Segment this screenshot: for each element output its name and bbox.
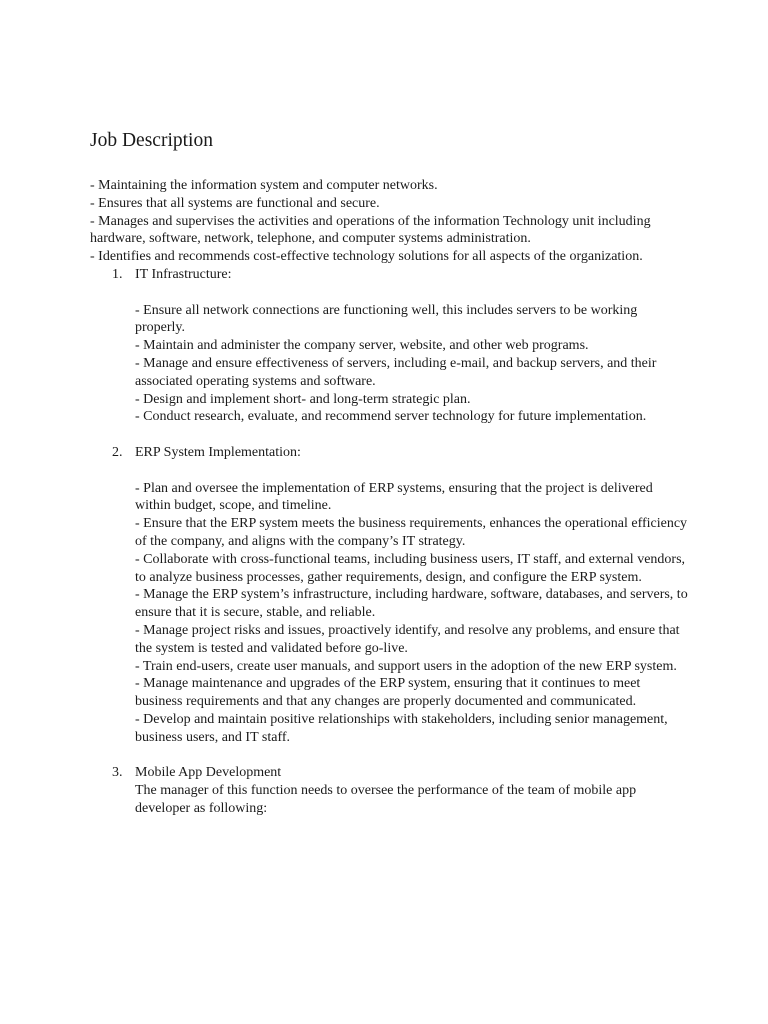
list-item-mobile-app xyxy=(90,764,690,817)
list-number: 3. xyxy=(112,765,123,781)
bullet-line: - Ensure all network connections are functioning well, this includes servers to be working properly. xyxy=(135,302,638,336)
bullet-line: - Ensure that the ERP system meets the business requirements, enhances the operational efficiency of the company, and aligns with the company’s IT strategy. xyxy=(135,516,688,549)
numbered-list xyxy=(90,266,690,818)
bullet-line: - Manage maintenance and upgrades of the ERP system, ensuring that it continues to meet business requirements and that any changes are properly documented and communicated. xyxy=(135,676,641,710)
bullet-line: - Train end-users, create user manuals, and support users in the adoption of the new ERP system. xyxy=(135,658,677,674)
intro-line: - Manages and supervises the activities and operations of the information Technology unit including hardware, software, network, telephone, and computer systems administration. xyxy=(90,213,651,247)
list-item-erp-system xyxy=(90,444,690,764)
intro-line: - Ensures that all systems are functional and secure. xyxy=(90,195,380,211)
bullet-line: - Maintain and administer the company server, website, and other web programs. xyxy=(135,338,589,354)
document-body xyxy=(90,177,690,818)
list-number: 2. xyxy=(112,444,123,460)
bullet-line: - Plan and oversee the implementation of ERP systems, ensuring that the project is delivered within budget, scope, and timeline. xyxy=(135,480,653,514)
intro-line: - Identifies and recommends cost-effective technology solutions for all aspects of the organization. xyxy=(90,249,643,265)
bullet-line: - Collaborate with cross-functional teams, including business users, IT staff, and external vendors, to analyze business processes, gather requirements, design, and configure the ERP system. xyxy=(135,551,686,585)
intro-responsibilities xyxy=(90,177,690,266)
list-number: 1. xyxy=(112,266,123,282)
intro-line: - Maintaining the information system and computer networks. xyxy=(90,178,438,193)
section-bullets xyxy=(135,480,690,747)
list-item-it-infrastructure xyxy=(90,266,690,444)
bullet-line: - Conduct research, evaluate, and recommend server technology for future implementation. xyxy=(135,409,647,425)
bullet-line: - Manage and ensure effectiveness of servers, including e-mail, and backup servers, and their associated operating systems and software. xyxy=(135,355,657,389)
section-heading: IT Infrastructure: xyxy=(135,266,232,282)
bullet-line: - Design and implement short- and long-term strategic plan. xyxy=(135,391,471,407)
section-heading: ERP System Implementation: xyxy=(135,444,301,460)
section-bullets xyxy=(135,302,690,427)
document-title: Job Description xyxy=(90,130,213,151)
section-heading: Mobile App Development xyxy=(135,765,282,781)
section-description: The manager of this function needs to oversee the performance of the team of mobile app developer as following: xyxy=(135,783,637,816)
bullet-line: - Manage the ERP system’s infrastructure, including hardware, software, databases, and servers, to ensure that it is secure, stable, and reliable. xyxy=(135,587,688,621)
bullet-line: - Develop and maintain positive relationships with stakeholders, including senior management, business users, and IT staff. xyxy=(135,711,668,745)
bullet-line: - Manage project risks and issues, proactively identify, and resolve any problems, and ensure that the system is tested and validated before go-live. xyxy=(135,622,680,656)
